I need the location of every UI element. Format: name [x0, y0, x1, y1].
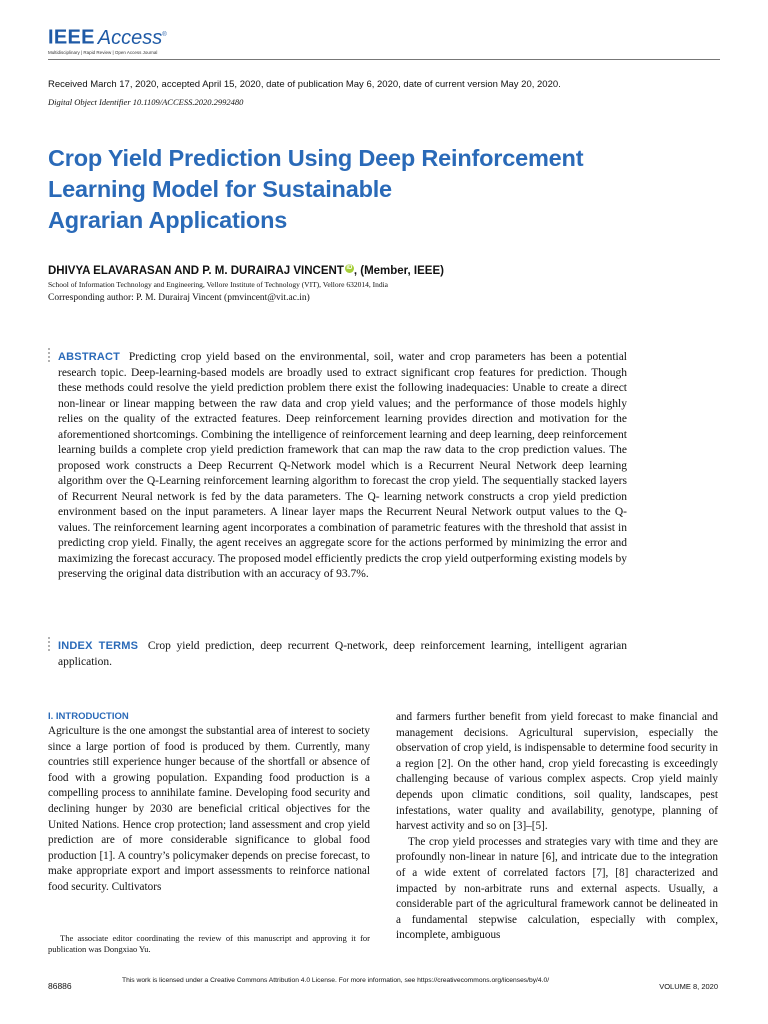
paper-title	[48, 143, 688, 236]
intro-paragraph: The crop yield processes and strategies vary with time and they are profoundly non-linear in nature [6], and intricate due to the integration of a wide extent of correlated factors [7], [8] characterized and impacted by non-arbitrate runs and external aspects. Usually, a considerable part of the agricultural framework cannot be delineated in a fundamental stepwise calculation, especially with complex, incomplete, ambiguous	[396, 835, 718, 942]
received-dates: Received March 17, 2020, accepted April 15, 2020, date of publication May 6, 2020, date of current version May 20, 2020.	[48, 79, 561, 90]
logo-access: Access	[97, 26, 163, 49]
logo-ieee: IEEE	[48, 26, 95, 49]
abstract-dots-icon	[48, 348, 51, 364]
title-line: Agrarian Applications	[48, 207, 288, 233]
left-column	[48, 710, 370, 896]
title-line: Crop Yield Prediction Using Deep Reinforcement	[48, 145, 584, 171]
editor-footnote: The associate editor coordinating the review of this manuscript and approving it for publication was Dongxiao Yu.	[48, 933, 370, 954]
volume-label: VOLUME 8, 2020	[659, 982, 718, 991]
logo-tagline: Multidisciplinary | Rapid Review | Open Access Journal	[48, 49, 158, 55]
affiliation: School of Information Technology and Engineering, Vellore Institute of Technology (VIT), Vellore 632014, India	[48, 280, 388, 289]
author-names: DHIVYA ELAVARASAN AND P. M. DURAIRAJ VINCENT	[48, 264, 344, 277]
abstract-label: ABSTRACT	[58, 351, 121, 363]
author-membership: , (Member, IEEE)	[353, 264, 444, 277]
author-line	[48, 264, 444, 277]
right-column	[396, 710, 718, 944]
title-line: Learning Model for Sustainable	[48, 176, 392, 202]
logo-wordmark: IEEE Access®	[48, 26, 167, 49]
abstract	[58, 350, 627, 583]
header-rule	[48, 59, 720, 60]
intro-paragraph: Agriculture is the one amongst the substantial area of interest to society since a large portion of food is produced by them. Currently, many countries still experience hunger because of the shortfall or absence of food with a growing population. Expanding food production is a compelling process to annihilate famine. Developing food security and declining hunger by 2030 are beneficial critical objectives for the United Nations. Hence crop protection; land assessment and crop yield prediction are of more considerable significance to global food production [1]. A country’s policymaker depends on precise forecast, to make appropriate export and import assessments to reinforce national food security. Cultivators	[48, 725, 370, 893]
page-number: 86886	[48, 981, 72, 991]
abstract-text: Predicting crop yield based on the environmental, soil, water and crop parameters has been a potential research topic. Deep-learning-based models are broadly used to extract significant crop features for prediction. Though these methods could resolve the yield prediction problem there exist the following inadequacies: Unable to create a direct non-linear or linear mapping between the raw data and crop yield values; and the performance of those models highly relies on the quality of the extracted features. Deep reinforcement learning provides direction and motivation for the aforementioned shortcomings. Combining the intelligence of reinforcement learning and deep learning, deep reinforcement learning builds a complete crop yield prediction framework that can map the raw data to the crop prediction values. The proposed work constructs a Deep Recurrent Q-Network model which is a Recurrent Neural Network deep learning algorithm over the Q-Learning reinforcement learning algorithm to forecast the crop yield. The sequentially stacked layers of Recurrent Neural network is fed by the data parameters. The Q- learning network constructs a crop yield prediction environment based on the input parameters. A linear layer maps the Recurrent Neural Network output values to the Q-values. The reinforcement learning agent incorporates a combination of parametric features with the threshold that assist in predicting crop yield. Finally, the agent receives an aggregate score for the actions performed by minimizing the error and maximizing the forecast accuracy. The proposed model efficiently predicts the crop yield outperforming existing models by preserving the original data distribution with an accuracy of 93.7%.	[58, 351, 628, 580]
index-terms-label: INDEX TERMS	[58, 640, 139, 652]
corresponding-author: Corresponding author: P. M. Durairaj Vincent (pmvincent@vit.ac.in)	[48, 293, 310, 303]
index-terms	[58, 639, 627, 670]
doi-line: Digital Object Identifier 10.1109/ACCESS.2020.2992480	[48, 97, 244, 107]
section-heading: I. INTRODUCTION	[48, 711, 129, 722]
index-terms-dots-icon	[48, 637, 51, 653]
orcid-icon[interactable]: iD	[346, 265, 353, 271]
index-terms-text: Crop yield prediction, deep recurrent Q-network, deep reinforcement learning, intelligent agrarian application.	[58, 640, 627, 668]
journal-logo	[48, 24, 167, 55]
license-notice: This work is licensed under a Creative Commons Attribution 4.0 License. For more information, see https://creativecommons.org/licenses/by/4.0/	[122, 977, 550, 984]
intro-paragraph: and farmers further benefit from yield forecast to make financial and management decisions. Agricultural supervision, especially the observation of crop yield, is indispensable to determine food security in a region [2]. On the other hand, crop yield forecasting is exceedingly challenging because of various complex aspects. Crop yield mainly depends upon climatic conditions, soil quality, landscapes, pest infestations, water quality and availability, genotype, planning of harvest activity and so on [3]–[5].	[396, 711, 718, 833]
